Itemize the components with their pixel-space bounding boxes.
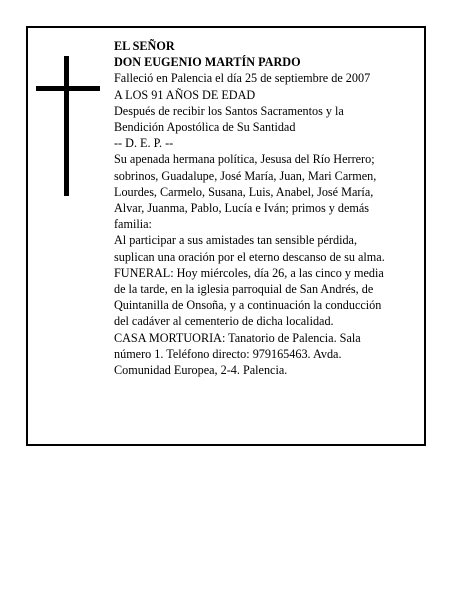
sacraments-line: Después de recibir los Santos Sacramentos y la [114, 103, 344, 118]
family-line: Su apenada hermana política, Jesusa del Río Herrero; [114, 152, 375, 167]
family-line: Lourdes, Carmelo, Susana, Luis, Anabel, José María, [114, 184, 374, 199]
request-line: suplican una oración por el eterno descanso de su alma. [114, 249, 385, 264]
request-paragraph [114, 232, 422, 264]
death-line: Falleció en Palencia el día 25 de septiembre de 2007 [114, 71, 371, 86]
family-line: Alvar, Juanma, Pablo, Lucía e Iván; primos y demás [114, 201, 370, 216]
family-line: sobrinos, Guadalupe, José María, Juan, Mari Carmen, [114, 168, 377, 183]
mortuary-line: Comunidad Europea, 2-4. Palencia. [114, 363, 288, 378]
funeral-line: FUNERAL: Hoy miércoles, día 26, a las cinco y media [114, 265, 384, 280]
rip-line: -- D. E. P. -- [114, 136, 174, 151]
mortuary-line: número 1. Teléfono directo: 979165463. Avda. [114, 346, 342, 361]
cross-vertical-bar [64, 56, 69, 196]
deceased-name: DON EUGENIO MARTÍN PARDO [114, 55, 301, 70]
request-line: Al participar a sus amistades tan sensible pérdida, [114, 233, 358, 248]
sacraments-line: Bendición Apostólica de Su Santidad [114, 120, 296, 135]
cross-horizontal-bar [36, 86, 100, 91]
cross-icon [36, 56, 100, 196]
funeral-line: Quintanilla de Onsoña, y a continuación la conducción [114, 298, 382, 313]
funeral-line: del cadáver al cementerio de dicha localidad. [114, 314, 334, 329]
obituary-text [114, 38, 422, 378]
mortuary-line: CASA MORTUORIA: Tanatorio de Palencia. Sala [114, 330, 361, 345]
mortuary-paragraph [114, 330, 422, 379]
family-paragraph [114, 151, 422, 232]
title: EL SEÑOR [114, 39, 175, 53]
family-line: familia: [114, 217, 152, 232]
funeral-line: de la tarde, en la iglesia parroquial de San Andrés, de [114, 282, 374, 297]
age-line: A LOS 91 AÑOS DE EDAD [114, 87, 256, 102]
sacraments-paragraph [114, 103, 422, 135]
funeral-paragraph [114, 265, 422, 330]
